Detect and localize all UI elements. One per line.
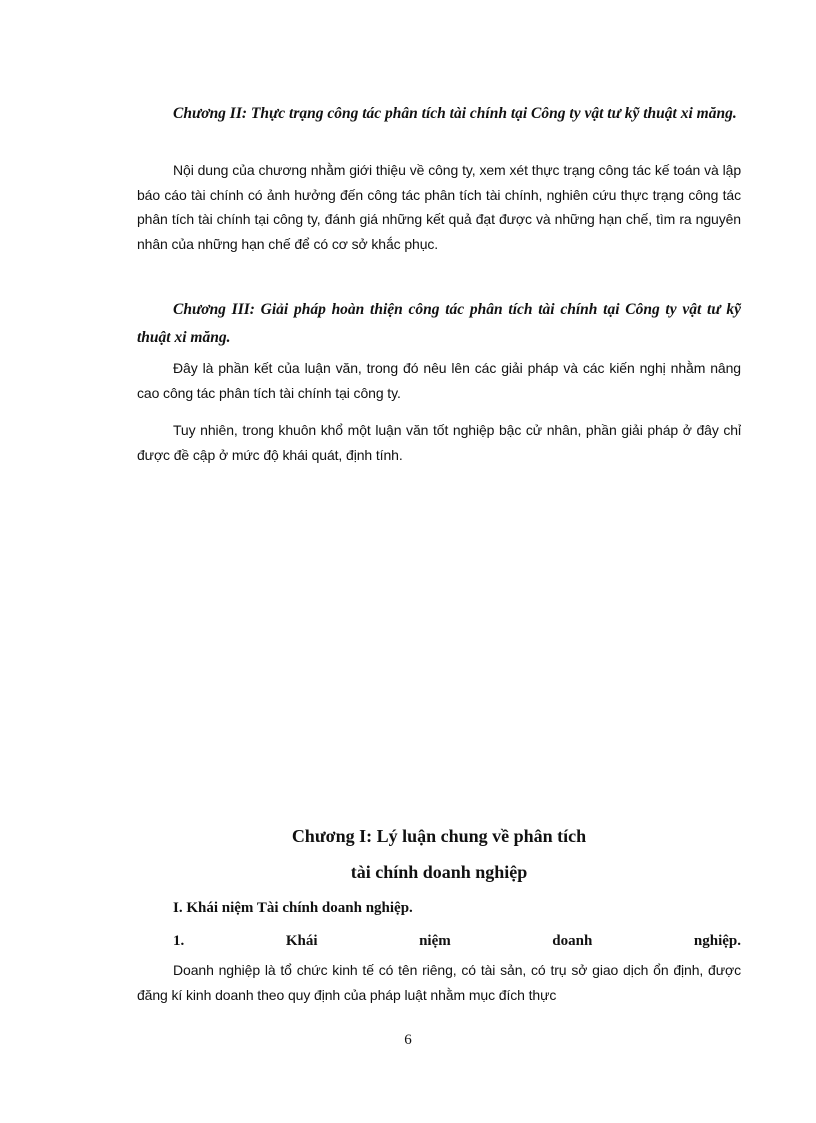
subsection-heading [173,930,741,952]
subsection-word: niệm [419,933,451,949]
chapter-2-description: Nội dung của chương nhằm giới thiệu về công ty, xem xét thực trạng công tác kế toán và lập báo cáo tài chính có ảnh hưởng đến công tác phân tích tài chính, nghiên cứu thực trạng công tác phân tích tài chính tại công ty, đánh giá những kết quả đạt được và những hạn chế, tìm ra nguyên nhân của những hạn chế để có cơ sở khắc phục. [137,162,741,252]
subsection-word: Khái [285,933,318,949]
section-heading: I. Khái niệm Tài chính doanh nghiệp. [173,900,413,916]
chapter-2-heading: Chương II: Thực trạng công tác phân tích tài chính tại Công ty vật tư kỹ thuật xi măng. [173,105,737,122]
subsection-word: doanh [552,933,593,949]
chapter-3-heading: Chương III: Giải pháp hoàn thiện công tác phân tích tài chính tại Công ty vật tư kỹ thuật xi măng. [137,301,741,346]
chapter-1-title-line-1: Chương I: Lý luận chung về phân tích [291,826,587,846]
chapter-1-title-line-2: tài chính doanh nghiệp [350,862,528,882]
subsection-word: nghiệp. [693,933,741,949]
chapter-1-body: Doanh nghiệp là tổ chức kinh tế có tên riêng, có tài sản, có trụ sở giao dịch ổn định, được đăng kí kinh doanh theo quy định của pháp luật nhằm mục đích thực [137,962,741,1003]
page-number: 6 [404,1032,412,1048]
subsection-number: 1. [173,933,185,949]
chapter-3-description: Đây là phần kết của luận văn, trong đó nêu lên các giải pháp và các kiến nghị nhằm nâng cao công tác phân tích tài chính tại công ty. [137,360,741,401]
chapter-3-note: Tuy nhiên, trong khuôn khổ một luận văn tốt nghiệp bậc cử nhân, phần giải pháp ở đây chỉ được đề cập ở mức độ khái quát, định tính. [137,422,741,463]
